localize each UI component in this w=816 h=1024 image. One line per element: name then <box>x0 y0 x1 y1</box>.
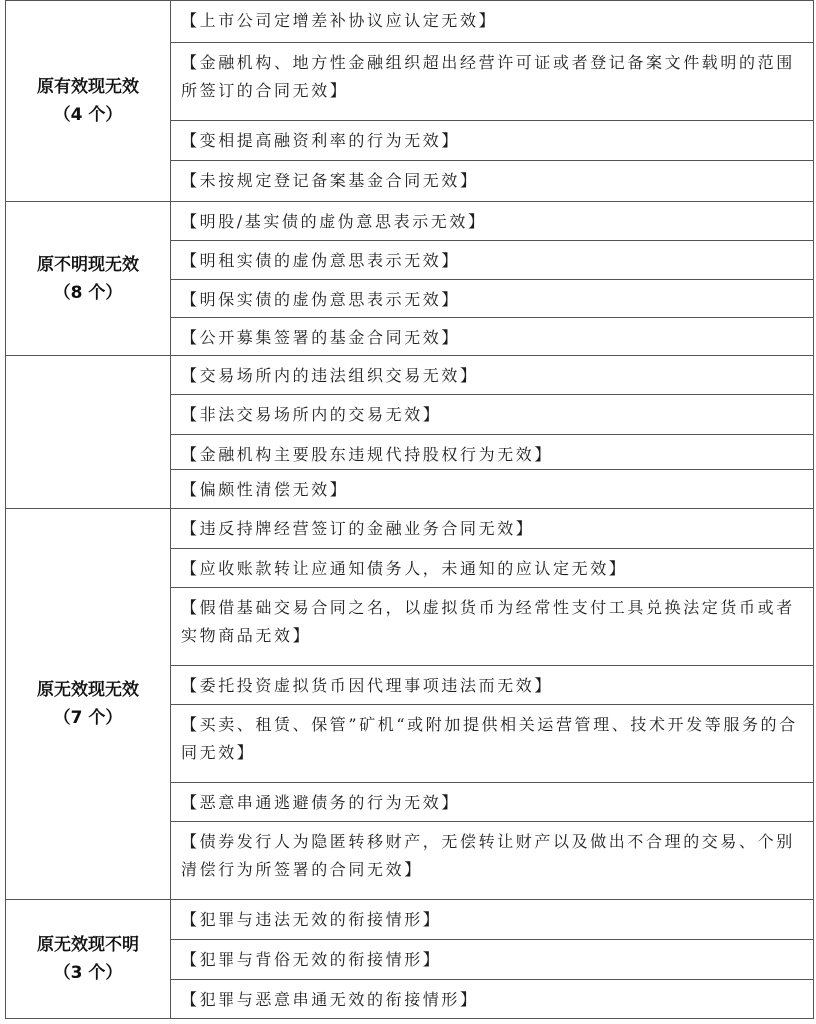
invalid-contracts-table <box>5 0 813 1020</box>
table-row <box>171 318 814 356</box>
category-title: 原有效现无效 <box>37 77 139 97</box>
category-items <box>171 1 814 202</box>
category-cell-unclear-to-invalid <box>6 202 171 356</box>
row-text: 【交易场所内的违法组织交易无效】 <box>181 366 479 385</box>
table-row <box>171 435 814 470</box>
table-row <box>171 783 814 822</box>
category-count: （7 个） <box>53 708 123 728</box>
row-text: 【买卖、租赁、保管”矿机“或附加提供相关运营管理、技术开发等服务的合同无效】 <box>181 715 798 762</box>
row-text: 【明股/基实债的虚伪意思表示无效】 <box>181 212 487 231</box>
table-row <box>171 980 814 1019</box>
table-row <box>171 900 814 940</box>
row-text: 【金融机构、地方性金融组织超出经营许可证或者登记备案文件载明的范围所签订的合同无效】 <box>181 53 795 100</box>
table-row <box>171 705 814 783</box>
row-text: 【犯罪与背俗无效的衔接情形】 <box>181 950 442 969</box>
row-text: 【变相提高融资利率的行为无效】 <box>181 131 461 150</box>
row-text: 【非法交易场所内的交易无效】 <box>181 405 442 424</box>
table-row <box>171 241 814 280</box>
row-text: 【偏颇性清偿无效】 <box>181 480 349 499</box>
category-items <box>171 202 814 356</box>
category-title: 原无效现无效 <box>37 680 139 700</box>
table-row <box>171 940 814 980</box>
category-items <box>171 509 814 900</box>
category-cell-valid-to-invalid <box>6 1 171 202</box>
row-text: 【委托投资虚拟货币因代理事项违法而无效】 <box>181 676 554 695</box>
category-title: 原不明现无效 <box>37 254 139 275</box>
row-text: 【明租实债的虚伪意思表示无效】 <box>181 251 461 270</box>
table-row <box>171 1 814 43</box>
category-items <box>171 900 814 1019</box>
table-row <box>171 549 814 588</box>
category-cell-empty <box>6 356 171 509</box>
category-count: （3 个） <box>53 963 123 983</box>
table-grid <box>5 0 814 1019</box>
row-text: 【未按规定登记备案基金合同无效】 <box>181 171 479 190</box>
row-text: 【债券发行人为隐匿转移财产，无偿转让财产以及做出不合理的交易、个别清偿行为所签署的合同无效】 <box>181 832 795 879</box>
category-count: （4 个） <box>53 105 123 125</box>
row-text: 【公开募集签署的基金合同无效】 <box>181 328 461 347</box>
row-text: 【假借基础交易合同之名，以虚拟货币为经常性支付工具兑换法定货币或者实物商品无效】 <box>181 598 795 645</box>
row-text: 【明保实债的虚伪意思表示无效】 <box>181 290 461 309</box>
table-row <box>171 822 814 900</box>
table-row <box>171 202 814 241</box>
table-row <box>171 395 814 435</box>
category-items <box>171 356 814 509</box>
category-title: 原无效现不明 <box>37 935 139 955</box>
table-row <box>171 121 814 161</box>
row-text: 【恶意串通逃避债务的行为无效】 <box>181 793 461 812</box>
table-row <box>171 470 814 509</box>
row-text: 【犯罪与违法无效的衔接情形】 <box>181 910 442 929</box>
row-text: 【金融机构主要股东违规代持股权行为无效】 <box>181 445 554 464</box>
row-text: 【应收账款转让应通知债务人，未通知的应认定无效】 <box>181 559 628 578</box>
table-row <box>171 666 814 705</box>
table-row <box>171 280 814 318</box>
row-text: 【上市公司定增差补协议应认定无效】 <box>181 11 498 30</box>
table-row <box>171 509 814 549</box>
table-row <box>171 161 814 202</box>
table-row <box>171 43 814 121</box>
category-count: （8 个） <box>53 282 123 303</box>
category-cell-invalid-to-unclear <box>6 900 171 1019</box>
category-cell-invalid-to-invalid <box>6 509 171 900</box>
row-text: 【犯罪与恶意串通无效的衔接情形】 <box>181 990 479 1009</box>
table-row <box>171 588 814 666</box>
row-text: 【违反持牌经营签订的金融业务合同无效】 <box>181 519 535 538</box>
table-row <box>171 356 814 395</box>
